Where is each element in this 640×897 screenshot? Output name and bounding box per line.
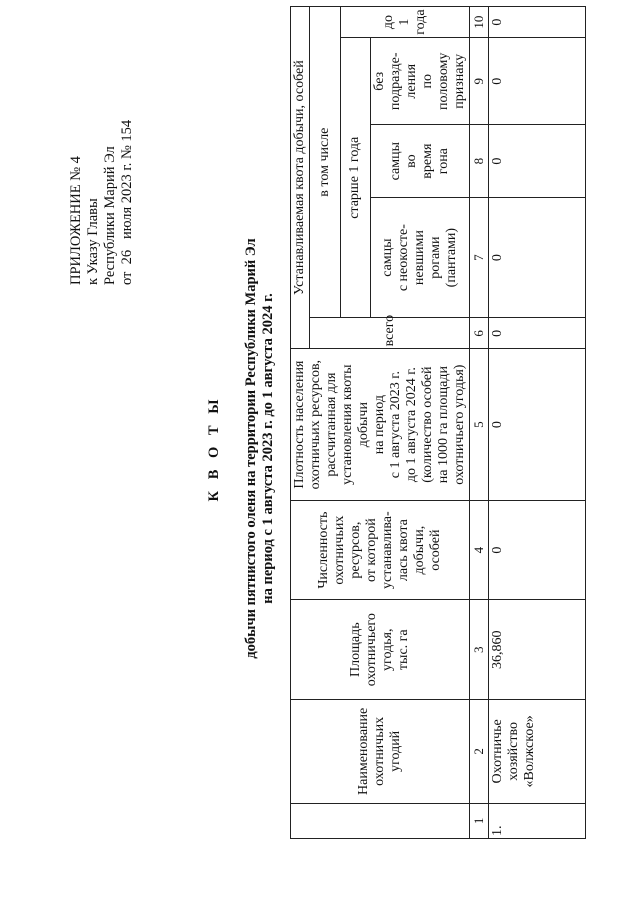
row-under-1-year: 0 xyxy=(489,7,586,38)
header-under-1-year: до 1 года xyxy=(340,7,470,38)
column-number: 4 xyxy=(470,500,489,600)
row-density: 0 xyxy=(489,349,586,500)
column-number: 3 xyxy=(470,600,489,700)
appendix-header xyxy=(68,45,136,285)
header-row-1 xyxy=(291,7,310,839)
column-number: 2 xyxy=(470,700,489,804)
header-quota: Устанавливаемая квота добычи, особей xyxy=(291,7,310,349)
document-title xyxy=(206,0,277,897)
appendix-line-2: к Указу Главы xyxy=(85,198,101,285)
appendix-line-4: от 26 июля 2023 г. № 154 xyxy=(119,119,135,285)
row-count: 0 xyxy=(489,500,586,600)
row-name: Охотничье хозяйство «Волжское» xyxy=(489,700,586,804)
appendix-line-1: ПРИЛОЖЕНИЕ № 4 xyxy=(68,156,84,285)
header-index xyxy=(291,803,470,838)
column-number: 6 xyxy=(470,318,489,349)
header-name: Наименование охотничьих угодий xyxy=(291,700,470,804)
row-males-rut: 0 xyxy=(489,125,586,198)
header-males-antlers: самцы с неокосте- невшими рогами (пантами) xyxy=(371,197,470,317)
quota-table xyxy=(290,6,586,839)
row-no-sex-division: 0 xyxy=(489,38,586,125)
header-count: Численность охотничьих ресурсов, от которой устанавлива- лась квота добычи, особей xyxy=(291,500,470,600)
header-density: Плотность населения охотничьих ресурсов, рассчитанная для установления квоты добычи на период с 1 августа 2023 г. до 1 августа 2024 г. (количество особей на 1000 га площади охотничьего угодья) xyxy=(291,349,470,500)
header-area: Площадь охотничьего угодья, тыс. га xyxy=(291,600,470,700)
header-older: старше 1 года xyxy=(340,38,371,318)
table-row xyxy=(489,7,586,839)
column-number: 7 xyxy=(470,197,489,317)
column-number: 8 xyxy=(470,125,489,198)
title-line-2: на период с 1 августа 2023 г. до 1 августа 2024 г. xyxy=(260,293,276,604)
header-males-rut: самцы во время гона xyxy=(371,125,470,198)
row-males-antlers: 0 xyxy=(489,197,586,317)
column-number: 5 xyxy=(470,349,489,500)
header-including: в том числе xyxy=(310,7,341,318)
row-total: 0 xyxy=(489,318,586,349)
row-index: 1. xyxy=(489,803,586,838)
column-number: 10 xyxy=(470,7,489,38)
header-no-sex-division: без подразде- ления по половому признаку xyxy=(371,38,470,125)
title-main: К В О Т Ы xyxy=(206,395,222,502)
header-total: всего xyxy=(310,318,470,349)
appendix-line-3: Республики Марий Эл xyxy=(102,146,118,285)
column-number: 1 xyxy=(470,803,489,838)
column-number: 9 xyxy=(470,38,489,125)
column-number-row xyxy=(470,7,489,839)
row-area: 36,860 xyxy=(489,600,586,700)
title-line-1: добычи пятнистого оленя на территории Республики Марий Эл xyxy=(243,238,259,659)
